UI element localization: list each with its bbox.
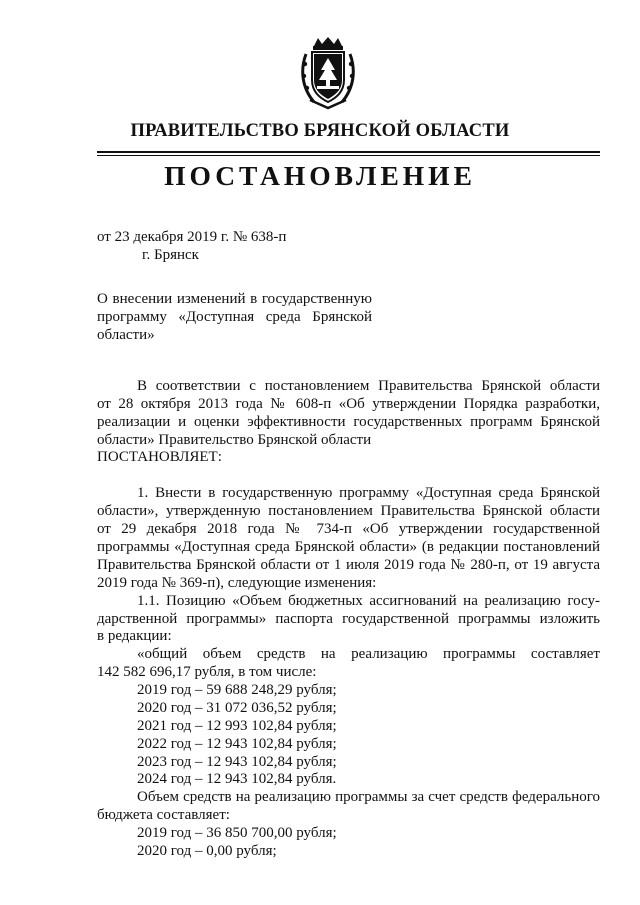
city: г. Брянск [142,247,199,263]
year-amount-line: 2021 год – 12 993 102,84 рубля; [137,718,337,734]
subject-line: О внесении изменений в государственную [97,291,372,307]
decree-word: ПОСТАНОВЛЯЕТ: [97,449,222,465]
preamble-line: В соответствии с постановлением Правительства Брянской области [137,378,600,394]
date-number: от 23 декабря 2019 г. № 638-п [97,229,287,245]
item1-line: 2019 года № 369-п), следующие изменения: [97,575,377,591]
item1-line: программы «Доступная среда Брянской области» (в редакции постановлений [97,539,600,555]
year-amount-line: 2020 год – 0,00 рубля; [137,843,277,859]
year-amount-line: 2022 год – 12 943 102,84 рубля; [137,736,337,752]
item1-1-line: 1.1. Позицию «Объем бюджетных ассигнований на реализацию госу- [137,593,600,609]
subject-line: области» [97,327,155,343]
federal-line: бюджета составляет: [97,807,230,823]
year-amount-line: 2024 год – 12 943 102,84 рубля. [137,771,337,787]
subject-line: программу «Доступная среда Брянской [97,309,372,325]
preamble-line: от 28 октября 2013 года № 608-п «Об утверждении Порядка разработки, [97,396,600,412]
item1-1-line: в редакции: [97,628,172,644]
item1-1-line: дарственной программы» паспорта государственной программы изложить [97,611,600,627]
organization-title: ПРАВИТЕЛЬСТВО БРЯНСКОЙ ОБЛАСТИ [130,121,510,141]
bryansk-coat-of-arms-icon [300,36,356,110]
quote-line: 142 582 696,17 рубля, в том числе: [97,664,317,680]
year-amount-line: 2019 год – 59 688 248,29 рубля; [137,682,337,698]
item1-line: Правительства Брянской области от 1 июля 2019 года № 280-п, от 19 августа [97,557,600,573]
quote-line: «общий объем средств на реализацию программы составляет [137,646,600,662]
header-rule-thin [97,155,600,156]
item1-line: от 29 декабря 2018 года № 734-п «Об утверждении государственной [97,521,600,537]
year-amount-line: 2020 год – 31 072 036,52 рубля; [137,700,337,716]
item1-line: области», утвержденную постановлением Правительства Брянской области [97,503,600,519]
preamble-line: реализации и оценки эффективности государственных программ Брянской [97,414,600,430]
header-rule-thick [97,151,600,153]
federal-line: Объем средств на реализацию программы за счет средств федерального [137,789,600,805]
year-amount-line: 2023 год – 12 943 102,84 рубля; [137,754,337,770]
preamble-line: области» Правительство Брянской области [97,432,372,448]
item1-line: 1. Внести в государственную программу «Доступная среда Брянской [137,485,600,501]
document-type-title: ПОСТАНОВЛЕНИЕ [164,160,476,191]
year-amount-line: 2019 год – 36 850 700,00 рубля; [137,825,337,841]
